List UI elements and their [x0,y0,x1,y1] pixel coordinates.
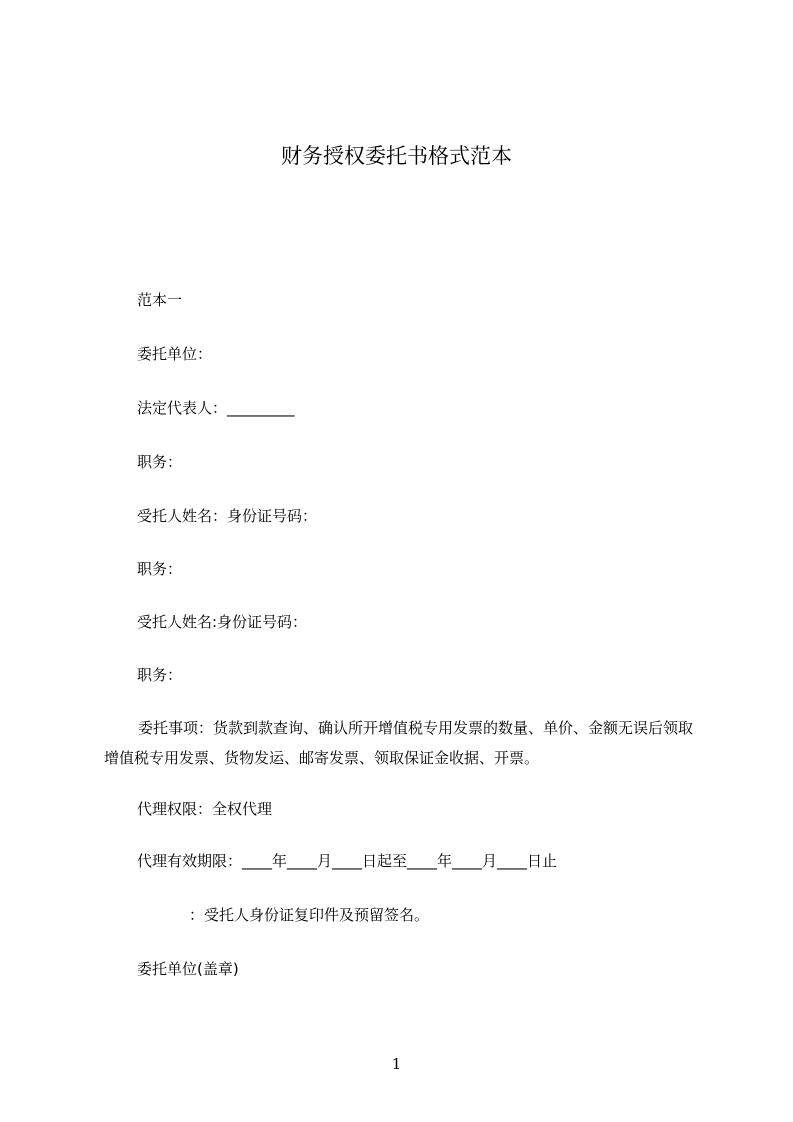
position-field: 职务： [137,453,183,471]
entrusting-unit-seal: 委托单位(盖章) [137,960,239,978]
legal-representative-field: 法定代表人：_________ [137,399,295,417]
validity-period-field: 代理有效期限：____年____月____日起至____年____月____日止 [137,852,558,870]
document-title: 财务授权委托书格式范本 [281,144,512,168]
entrusted-matters-paragraph: 委托事项：货款到款查询、确认所开增值税专用发票的数量、单价、金额无误后领取增值税专用发票、货物发运、邮寄发票、领取保证金收据、开票。 [104,719,694,767]
position-field: 职务： [137,560,183,578]
position-field: 职务： [137,666,183,684]
page-number: 1 [391,1055,402,1073]
authority-scope-field: 代理权限：全权代理 [137,800,273,818]
template-heading: 范本一 [137,291,183,309]
trustee-name-id-field: 受托人姓名:身份证号码： [137,613,308,631]
entrusting-unit-field: 委托单位： [137,345,213,363]
trustee-name-id-field: 受托人姓名：身份证号码： [137,507,318,525]
attachment-note: ：受托人身份证复印件及预留签名。 [189,906,430,924]
